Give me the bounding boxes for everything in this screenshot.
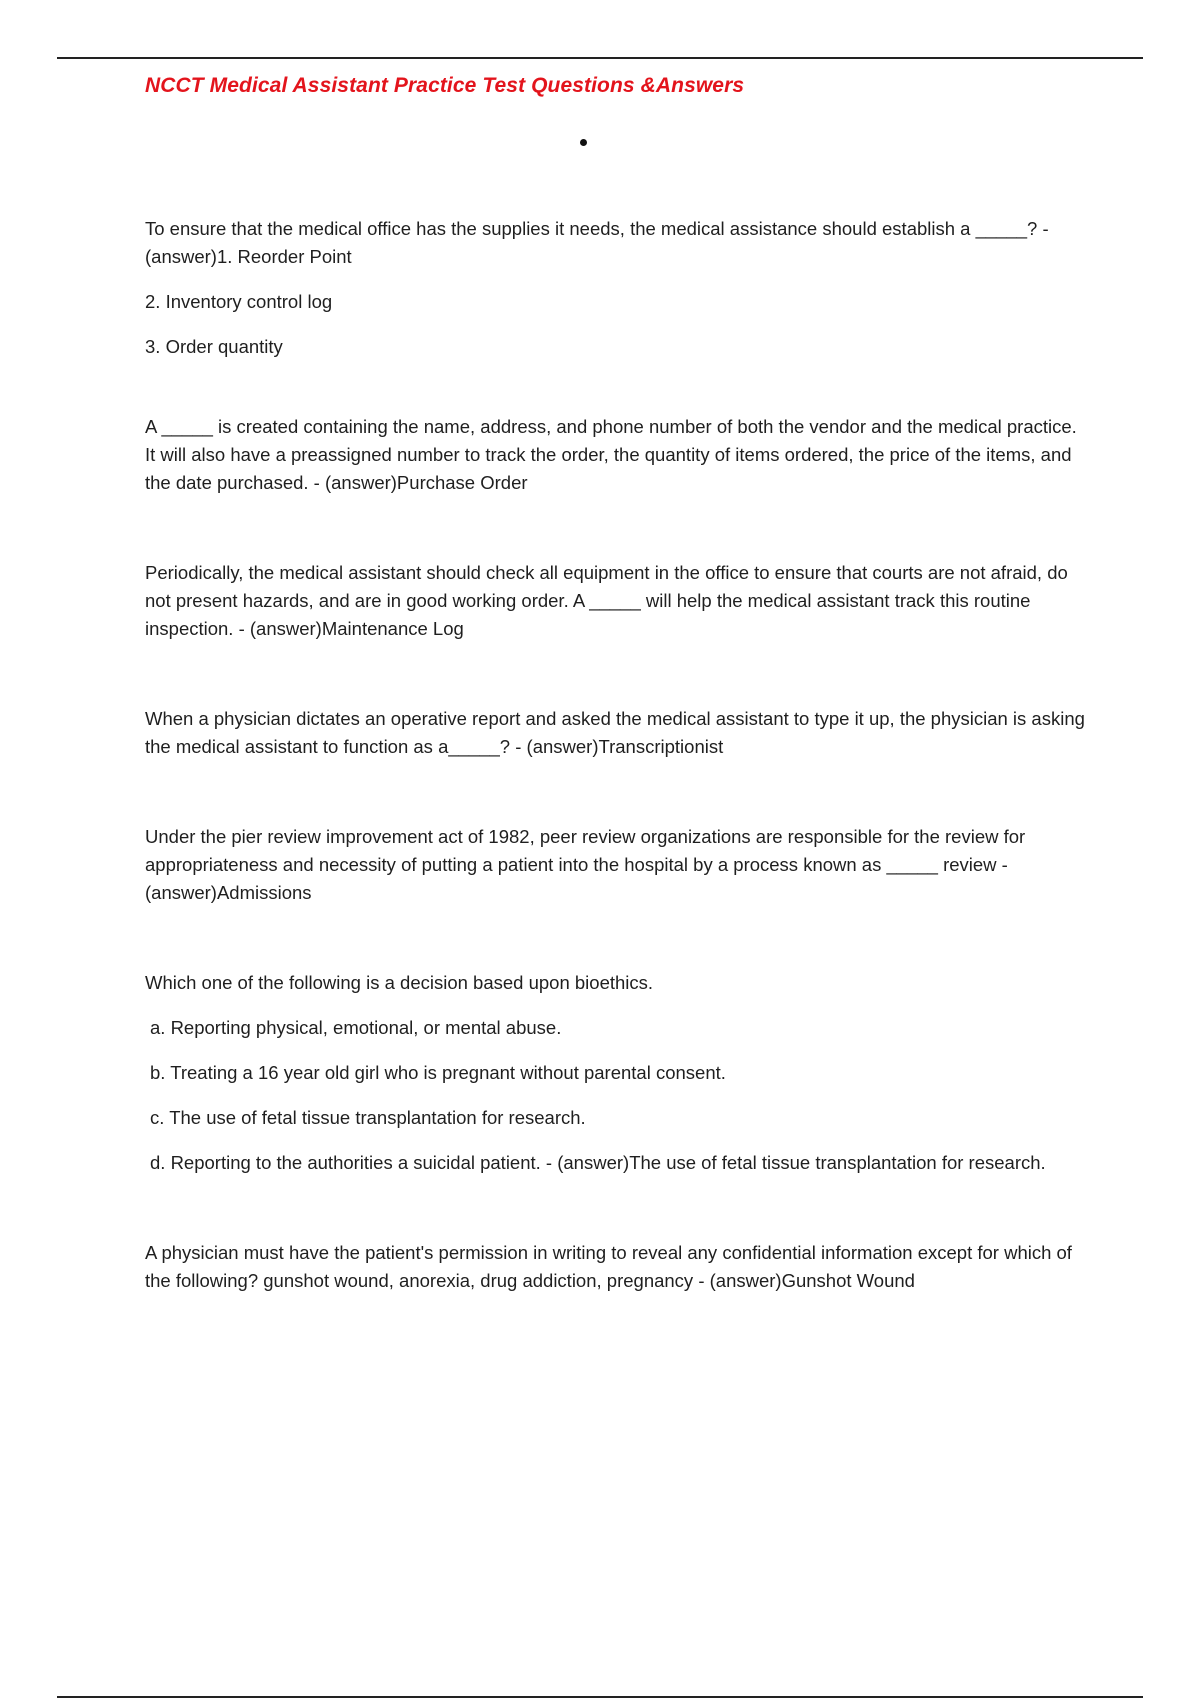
question-text: Which one of the following is a decision based upon bioethics. bbox=[145, 972, 654, 993]
list-item: 2. Inventory control log bbox=[145, 291, 333, 312]
answer-option: b. Treating a 16 year old girl who is pregnant without parental consent. bbox=[150, 1062, 726, 1083]
list-item: 3. Order quantity bbox=[145, 336, 283, 357]
question-block bbox=[145, 413, 1090, 497]
question-block bbox=[145, 823, 1090, 907]
question-block bbox=[145, 1239, 1090, 1295]
document-title: NCCT Medical Assistant Practice Test Questions &Answers bbox=[145, 74, 745, 97]
footer-rule bbox=[57, 1696, 1143, 1698]
question-text: When a physician dictates an operative report and asked the medical assistant to type it up, the physician is asking the medical assistant to function as a_____? - (answer)Transcriptionist bbox=[145, 708, 1085, 757]
answer-option: a. Reporting physical, emotional, or mental abuse. bbox=[150, 1017, 562, 1038]
header-rule bbox=[57, 57, 1143, 59]
answer-option: c. The use of fetal tissue transplantation for research. bbox=[150, 1107, 586, 1128]
question-text: Periodically, the medical assistant should check all equipment in the office to ensure that courts are not afraid, do not present hazards, and are in good working order. A _____ will help the medical assistant track this routine inspection. - (answer)Maintenance Log bbox=[145, 562, 1068, 639]
question-block bbox=[145, 705, 1090, 761]
bullet-marker bbox=[580, 139, 587, 146]
question-text: A physician must have the patient's permission in writing to reveal any confidential information except for which of the following? gunshot wound, anorexia, drug addiction, pregnancy - (answer)Gunshot Wound bbox=[145, 1242, 1072, 1291]
question-block bbox=[145, 559, 1090, 643]
question-block bbox=[145, 969, 1090, 1177]
question-block bbox=[145, 215, 1090, 361]
document-body bbox=[145, 215, 1090, 1312]
question-text: To ensure that the medical office has the supplies it needs, the medical assistance should establish a _____? - (answer)1. Reorder Point bbox=[145, 218, 1049, 267]
question-text: Under the pier review improvement act of 1982, peer review organizations are responsible for the review for appropriateness and necessity of putting a patient into the hospital by a process known as _____ review - (answer)Admissions bbox=[145, 826, 1026, 903]
question-text: A _____ is created containing the name, address, and phone number of both the vendor and the medical practice. It will also have a preassigned number to track the order, the quantity of items ordered, the price of the items, and the date purchased. - (answer)Purchase Order bbox=[145, 416, 1077, 493]
answer-option: d. Reporting to the authorities a suicidal patient. - (answer)The use of fetal tissue transplantation for research. bbox=[150, 1152, 1046, 1173]
